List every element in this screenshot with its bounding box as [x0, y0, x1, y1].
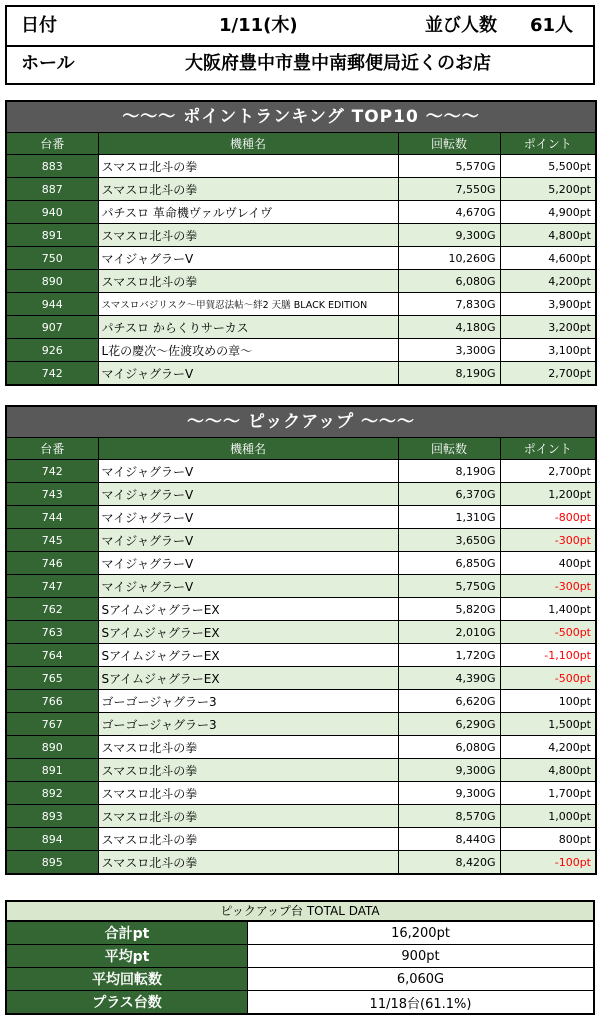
machine-number: 747: [7, 575, 98, 598]
machine-number: 762: [7, 598, 98, 621]
machine-number: 745: [7, 529, 98, 552]
point-value: -500pt: [500, 621, 595, 644]
machine-name: スマスロバジリスク～甲賀忍法帖～絆2 天膳 BLACK EDITION: [98, 293, 398, 316]
spin-count: 6,620G: [398, 690, 500, 713]
header-machine-name: 機種名: [98, 133, 398, 155]
info-box: [5, 5, 595, 85]
machine-name: マイジャグラーV: [98, 575, 398, 598]
table-row: [7, 782, 595, 805]
spin-count: 1,720G: [398, 644, 500, 667]
header-points: ポイント: [500, 438, 595, 460]
machine-name: スマスロ北斗の拳: [98, 828, 398, 851]
total-value: 16,200pt: [248, 922, 594, 945]
header-machine-number: 台番: [7, 133, 98, 155]
machine-name: マイジャグラーV: [98, 362, 398, 385]
spin-count: 8,190G: [398, 460, 500, 483]
table-row: [7, 362, 595, 385]
point-value: 3,100pt: [500, 339, 595, 362]
point-value: -800pt: [500, 506, 595, 529]
line-count-value: 61人: [530, 15, 574, 36]
machine-name: SアイムジャグラーEX: [98, 667, 398, 690]
total-row: [7, 968, 593, 991]
machine-number: 895: [7, 851, 98, 874]
machine-name: スマスロ北斗の拳: [98, 805, 398, 828]
total-row: [7, 991, 593, 1014]
table-row: [7, 805, 595, 828]
machine-number: 764: [7, 644, 98, 667]
machine-number: 907: [7, 316, 98, 339]
info-row-date: [7, 7, 593, 47]
spin-count: 5,750G: [398, 575, 500, 598]
machine-number: 763: [7, 621, 98, 644]
machine-number: 926: [7, 339, 98, 362]
spin-count: 7,550G: [398, 178, 500, 201]
point-value: 800pt: [500, 828, 595, 851]
spin-count: 8,570G: [398, 805, 500, 828]
point-value: 4,900pt: [500, 201, 595, 224]
machine-number: 940: [7, 201, 98, 224]
machine-number: 743: [7, 483, 98, 506]
table-row: [7, 759, 595, 782]
spin-count: 9,300G: [398, 224, 500, 247]
table-row: [7, 460, 595, 483]
table-row: [7, 851, 595, 874]
machine-number: 894: [7, 828, 98, 851]
point-value: 100pt: [500, 690, 595, 713]
point-value: 1,400pt: [500, 598, 595, 621]
machine-name: スマスロ北斗の拳: [98, 759, 398, 782]
spin-count: 3,650G: [398, 529, 500, 552]
machine-name: L花の慶次～佐渡攻めの章～: [98, 339, 398, 362]
date-value: 1/11(木): [219, 15, 298, 36]
point-value: 4,800pt: [500, 759, 595, 782]
point-value: 400pt: [500, 552, 595, 575]
machine-number: 766: [7, 690, 98, 713]
machine-name: マイジャグラーV: [98, 529, 398, 552]
table-row: [7, 270, 595, 293]
spin-count: 5,820G: [398, 598, 500, 621]
point-value: -100pt: [500, 851, 595, 874]
pickup-table: [7, 438, 595, 873]
header-spins: 回転数: [398, 133, 500, 155]
spin-count: 9,300G: [398, 782, 500, 805]
spin-count: 8,190G: [398, 362, 500, 385]
spin-count: 1,310G: [398, 506, 500, 529]
header-machine-name: 機種名: [98, 438, 398, 460]
machine-name: マイジャグラーV: [98, 460, 398, 483]
table-row: [7, 224, 595, 247]
machine-number: 890: [7, 736, 98, 759]
machine-number: 767: [7, 713, 98, 736]
table-row: [7, 178, 595, 201]
table-row: [7, 506, 595, 529]
table-row: [7, 667, 595, 690]
point-value: 4,600pt: [500, 247, 595, 270]
spin-count: 2,010G: [398, 621, 500, 644]
machine-name: スマスロ北斗の拳: [98, 224, 398, 247]
spin-count: 4,180G: [398, 316, 500, 339]
point-value: -1,100pt: [500, 644, 595, 667]
total-data-section: [5, 900, 595, 1015]
machine-name: パチスロ 革命機ヴァルヴレイヴ: [98, 201, 398, 224]
spin-count: 3,300G: [398, 339, 500, 362]
spin-count: 9,300G: [398, 759, 500, 782]
ranking-title: ～～～ ポイントランキング TOP10 ～～～: [7, 102, 595, 133]
table-row: [7, 644, 595, 667]
spin-count: 7,830G: [398, 293, 500, 316]
total-value: 11/18台(61.1%): [248, 991, 594, 1014]
machine-name: マイジャグラーV: [98, 506, 398, 529]
point-value: 1,700pt: [500, 782, 595, 805]
machine-number: 890: [7, 270, 98, 293]
ranking-header-row: [7, 133, 595, 155]
spin-count: 6,370G: [398, 483, 500, 506]
machine-name: ゴーゴージャグラー3: [98, 713, 398, 736]
point-value: 4,200pt: [500, 736, 595, 759]
table-row: [7, 736, 595, 759]
total-row: [7, 922, 593, 945]
machine-name: スマスロ北斗の拳: [98, 178, 398, 201]
table-row: [7, 293, 595, 316]
point-value: 5,200pt: [500, 178, 595, 201]
machine-number: 893: [7, 805, 98, 828]
pickup-title: ～～～ ピックアップ ～～～: [7, 407, 595, 438]
header-spins: 回転数: [398, 438, 500, 460]
machine-name: スマスロ北斗の拳: [98, 155, 398, 178]
spin-count: 6,850G: [398, 552, 500, 575]
point-value: 2,700pt: [500, 460, 595, 483]
machine-number: 746: [7, 552, 98, 575]
machine-name: スマスロ北斗の拳: [98, 736, 398, 759]
total-label: 平均回転数: [7, 968, 248, 991]
table-row: [7, 247, 595, 270]
total-value: 6,060G: [248, 968, 594, 991]
table-row: [7, 621, 595, 644]
table-row: [7, 201, 595, 224]
machine-name: スマスロ北斗の拳: [98, 851, 398, 874]
machine-number: 742: [7, 362, 98, 385]
total-row: [7, 945, 593, 968]
line-count-label: 並び人数: [425, 15, 497, 36]
ranking-section: [5, 100, 597, 386]
machine-number: 891: [7, 759, 98, 782]
table-row: [7, 690, 595, 713]
point-value: 1,000pt: [500, 805, 595, 828]
machine-number: 742: [7, 460, 98, 483]
machine-number: 744: [7, 506, 98, 529]
machine-name: SアイムジャグラーEX: [98, 621, 398, 644]
table-row: [7, 552, 595, 575]
machine-number: 891: [7, 224, 98, 247]
machine-name: マイジャグラーV: [98, 552, 398, 575]
table-row: [7, 339, 595, 362]
table-row: [7, 529, 595, 552]
total-label: 平均pt: [7, 945, 248, 968]
machine-name: スマスロ北斗の拳: [98, 782, 398, 805]
machine-name: スマスロ北斗の拳: [98, 270, 398, 293]
machine-name: パチスロ からくりサーカス: [98, 316, 398, 339]
machine-number: 750: [7, 247, 98, 270]
hall-label: ホール: [21, 53, 75, 74]
ranking-table: [7, 133, 595, 384]
machine-name: SアイムジャグラーEX: [98, 644, 398, 667]
point-value: 2,700pt: [500, 362, 595, 385]
point-value: 1,500pt: [500, 713, 595, 736]
spin-count: 5,570G: [398, 155, 500, 178]
machine-number: 887: [7, 178, 98, 201]
machine-name: ゴーゴージャグラー3: [98, 690, 398, 713]
machine-name: マイジャグラーV: [98, 247, 398, 270]
point-value: 4,800pt: [500, 224, 595, 247]
machine-number: 765: [7, 667, 98, 690]
info-row-hall: [7, 45, 593, 83]
point-value: 1,200pt: [500, 483, 595, 506]
spin-count: 8,420G: [398, 851, 500, 874]
total-data-title: ピックアップ台 TOTAL DATA: [7, 902, 593, 921]
machine-number: 883: [7, 155, 98, 178]
point-value: -300pt: [500, 575, 595, 598]
pickup-section: [5, 405, 597, 875]
total-data-table: [7, 921, 593, 1013]
total-label: プラス台数: [7, 991, 248, 1014]
spin-count: 6,080G: [398, 736, 500, 759]
total-value: 900pt: [248, 945, 594, 968]
table-row: [7, 575, 595, 598]
point-value: -500pt: [500, 667, 595, 690]
table-row: [7, 713, 595, 736]
point-value: 3,900pt: [500, 293, 595, 316]
spin-count: 10,260G: [398, 247, 500, 270]
table-row: [7, 483, 595, 506]
date-label: 日付: [21, 15, 57, 36]
point-value: 5,500pt: [500, 155, 595, 178]
machine-number: 944: [7, 293, 98, 316]
spin-count: 4,670G: [398, 201, 500, 224]
pickup-header-row: [7, 438, 595, 460]
table-row: [7, 598, 595, 621]
spin-count: 6,290G: [398, 713, 500, 736]
machine-name: SアイムジャグラーEX: [98, 598, 398, 621]
hall-value: 大阪府豊中市豊中南郵便局近くのお店: [185, 53, 491, 74]
table-row: [7, 828, 595, 851]
machine-number: 892: [7, 782, 98, 805]
machine-name: マイジャグラーV: [98, 483, 398, 506]
point-value: 4,200pt: [500, 270, 595, 293]
spin-count: 4,390G: [398, 667, 500, 690]
table-row: [7, 155, 595, 178]
total-label: 合計pt: [7, 922, 248, 945]
point-value: 3,200pt: [500, 316, 595, 339]
spin-count: 8,440G: [398, 828, 500, 851]
header-machine-number: 台番: [7, 438, 98, 460]
table-row: [7, 316, 595, 339]
point-value: -300pt: [500, 529, 595, 552]
spin-count: 6,080G: [398, 270, 500, 293]
header-points: ポイント: [500, 133, 595, 155]
